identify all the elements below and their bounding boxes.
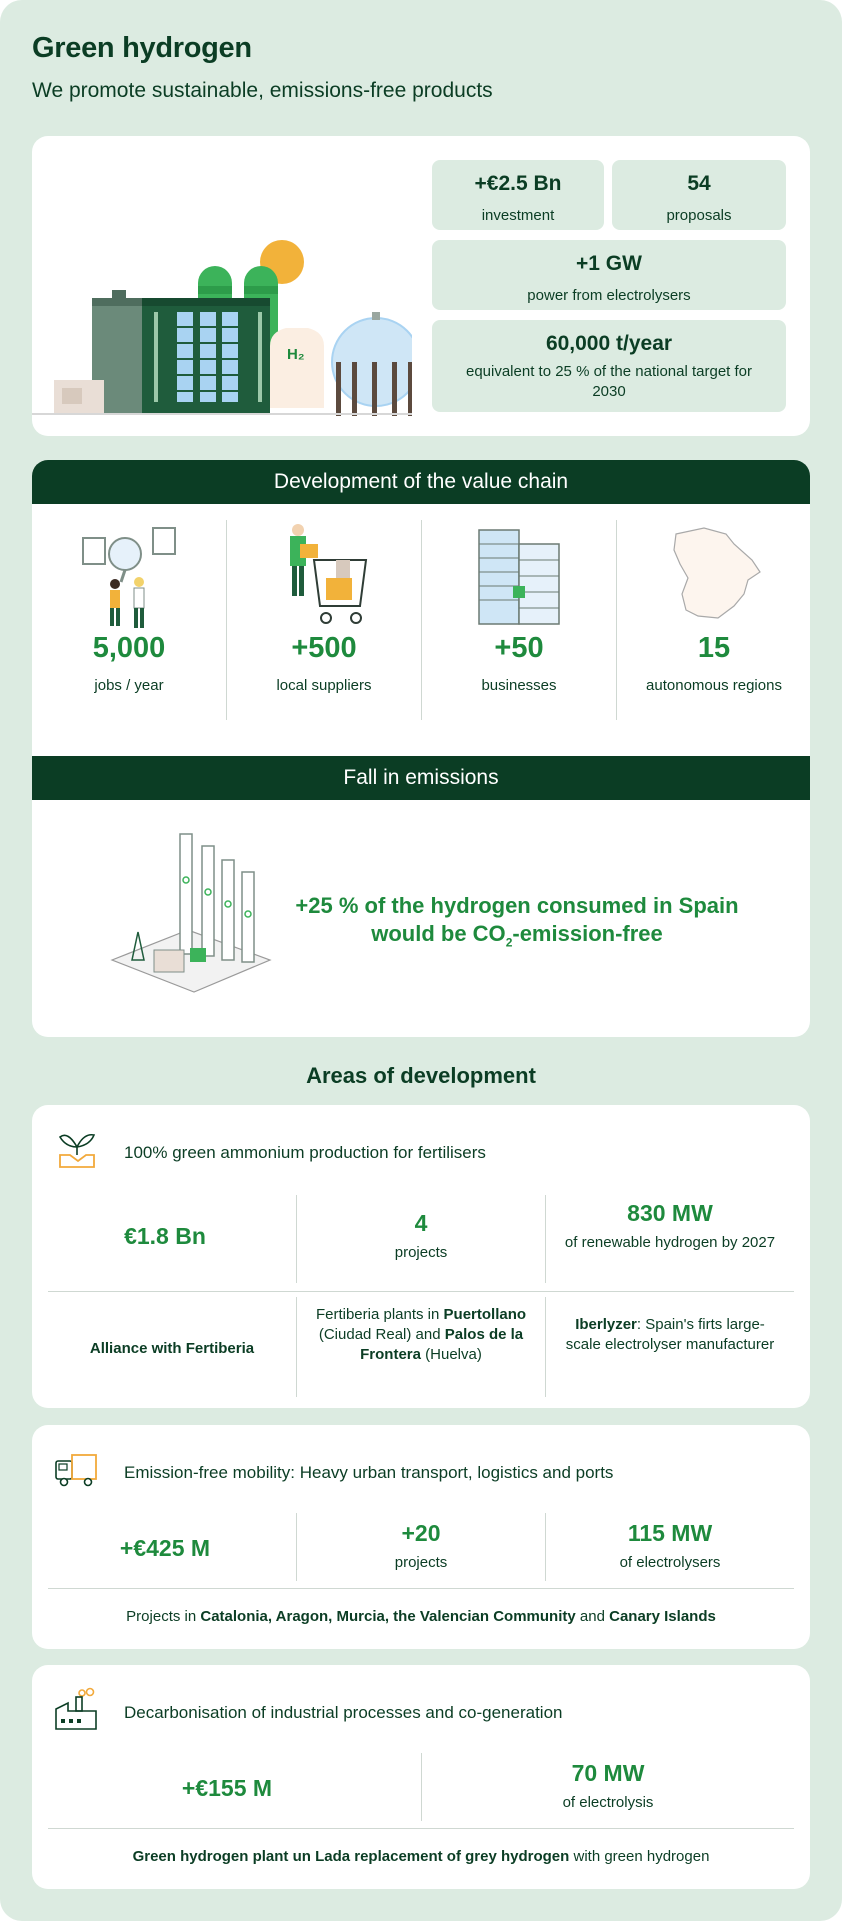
co2-subscript: 2 [505,935,513,950]
row-divider [48,1291,794,1292]
fertilisers-mw [546,1200,794,1253]
tons-value: 60,000 t/year [545,332,673,355]
chain-item-suppliers [227,520,421,720]
industry-mw-label: of electrolysis [562,1794,654,1811]
industry-note [48,1847,794,1867]
fertiberia-plants [312,1305,530,1365]
column-divider [545,1297,546,1397]
industry-note-text: with green hydrogen [573,1848,710,1865]
industry-heading: Decarbonisation of industrial processes and co-generation [124,1703,563,1722]
value-chain-card [32,460,810,1037]
buildings-icon [469,520,569,630]
mobility-note-text: Projects in [126,1608,197,1625]
plants-city-palos: Palos de la Frontera [360,1326,524,1363]
h2-label: H₂ [287,346,305,363]
iberlyzer-text: : Spain's firts large-scale electrolyser manufacturer [565,1316,775,1353]
suppliers-icon [274,520,374,630]
emissions-line2 [252,920,782,956]
mobility-mw-label: of electrolysers [619,1554,721,1571]
proposals-stat [612,160,786,230]
plants-text: (Ciudad Real) and [318,1326,441,1343]
plants-text: (Huelva) [425,1346,482,1363]
jobs-value: 5,000 [92,632,166,664]
page-subtitle: We promote sustainable, emissions-free products [32,79,493,102]
fertilisers-projects-label: projects [394,1244,448,1261]
chain-item-jobs [32,520,226,720]
chain-item-businesses [422,520,616,720]
truck-icon [54,1447,100,1493]
mobility-projects-value: +20 [401,1520,441,1546]
fertilisers-investment [48,1223,282,1250]
mobility-note-canary: Canary Islands [609,1608,716,1625]
businesses-value: +50 [494,632,544,664]
fertilisers-heading: 100% green ammonium production for fertilisers [124,1143,486,1162]
mobility-projects-label: projects [394,1554,448,1571]
row-divider [48,1828,794,1829]
industry-mw-value: 70 MW [571,1760,645,1786]
area-fertilisers-card [32,1105,810,1408]
plant-handshake-icon [54,1127,100,1173]
emissions-line2-post: -emission-free [512,921,663,946]
proposals-value: 54 [687,172,711,195]
emissions-line2-pre: would be CO [371,921,506,946]
plants-text: Fertiberia plants in [315,1306,440,1323]
mobility-projects [297,1520,545,1573]
emissions-statement [252,892,782,956]
plants-city-puertollano: Puertollano [443,1306,527,1323]
area-industry-card [32,1665,810,1889]
suppliers-value: +500 [291,632,357,664]
iberlyzer-name: Iberlyzer [575,1316,637,1333]
proposals-label: proposals [666,207,732,224]
mobility-investment [48,1535,282,1562]
regions-label: autonomous regions [646,677,782,694]
fertilisers-investment-value: €1.8 Bn [124,1223,206,1249]
mobility-investment-value: +€425 M [119,1535,211,1561]
industry-investment-value: +€155 M [181,1775,273,1801]
tons-label: equivalent to 25 % of the national target for 2030 [465,363,753,400]
page-title: Green hydrogen [32,32,252,64]
area-mobility-card [32,1425,810,1649]
jobs-label: jobs / year [94,677,164,694]
fertilisers-projects-value: 4 [414,1210,428,1236]
industry-note-bold: Green hydrogen plant un Lada replacement of grey hydrogen [132,1848,570,1865]
emissions-line1: +25 % of the hydrogen consumed in Spain [295,893,739,918]
power-value: +1 GW [576,252,642,275]
mobility-mw-value: 115 MW [627,1520,713,1546]
investment-value: +€2.5 Bn [474,172,562,195]
mobility-heading: Emission-free mobility: Heavy urban transport, logistics and ports [124,1463,614,1482]
hydrogen-plant-illustration [32,136,412,436]
spain-map-icon [664,520,764,630]
mobility-mw [546,1520,794,1573]
chain-item-regions [617,520,810,720]
fertilisers-projects [297,1210,545,1263]
businesses-label: businesses [481,677,557,694]
suppliers-label: local suppliers [276,677,372,694]
factory-icon [54,1687,100,1733]
column-divider [296,1297,297,1397]
regions-value: 15 [697,632,731,664]
power-label: power from electrolysers [527,287,691,304]
iberlyzer-note [558,1315,782,1355]
investment-label: investment [481,207,555,224]
fertilisers-mw-label: of renewable hydrogen by 2027 [564,1234,776,1251]
row-divider [48,1588,794,1589]
mobility-regions-note [48,1607,794,1627]
tons-stat [432,320,786,412]
hero-card [32,136,810,436]
fertiberia-alliance: Alliance with Fertiberia [89,1340,255,1357]
industry-mw [422,1760,794,1813]
fertilisers-mw-value: 830 MW [627,1200,713,1226]
mobility-note-text: and [579,1608,605,1625]
emissions-title: Fall in emissions [32,756,810,800]
power-stat [432,240,786,310]
mobility-note-regions: Catalonia, Aragon, Murcia, the Valencian Community [200,1608,576,1625]
value-chain-title: Development of the value chain [32,460,810,504]
areas-title: Areas of development [306,1063,536,1088]
jobs-icon [79,520,179,630]
industry-investment [48,1775,406,1802]
investment-stat [432,160,604,230]
